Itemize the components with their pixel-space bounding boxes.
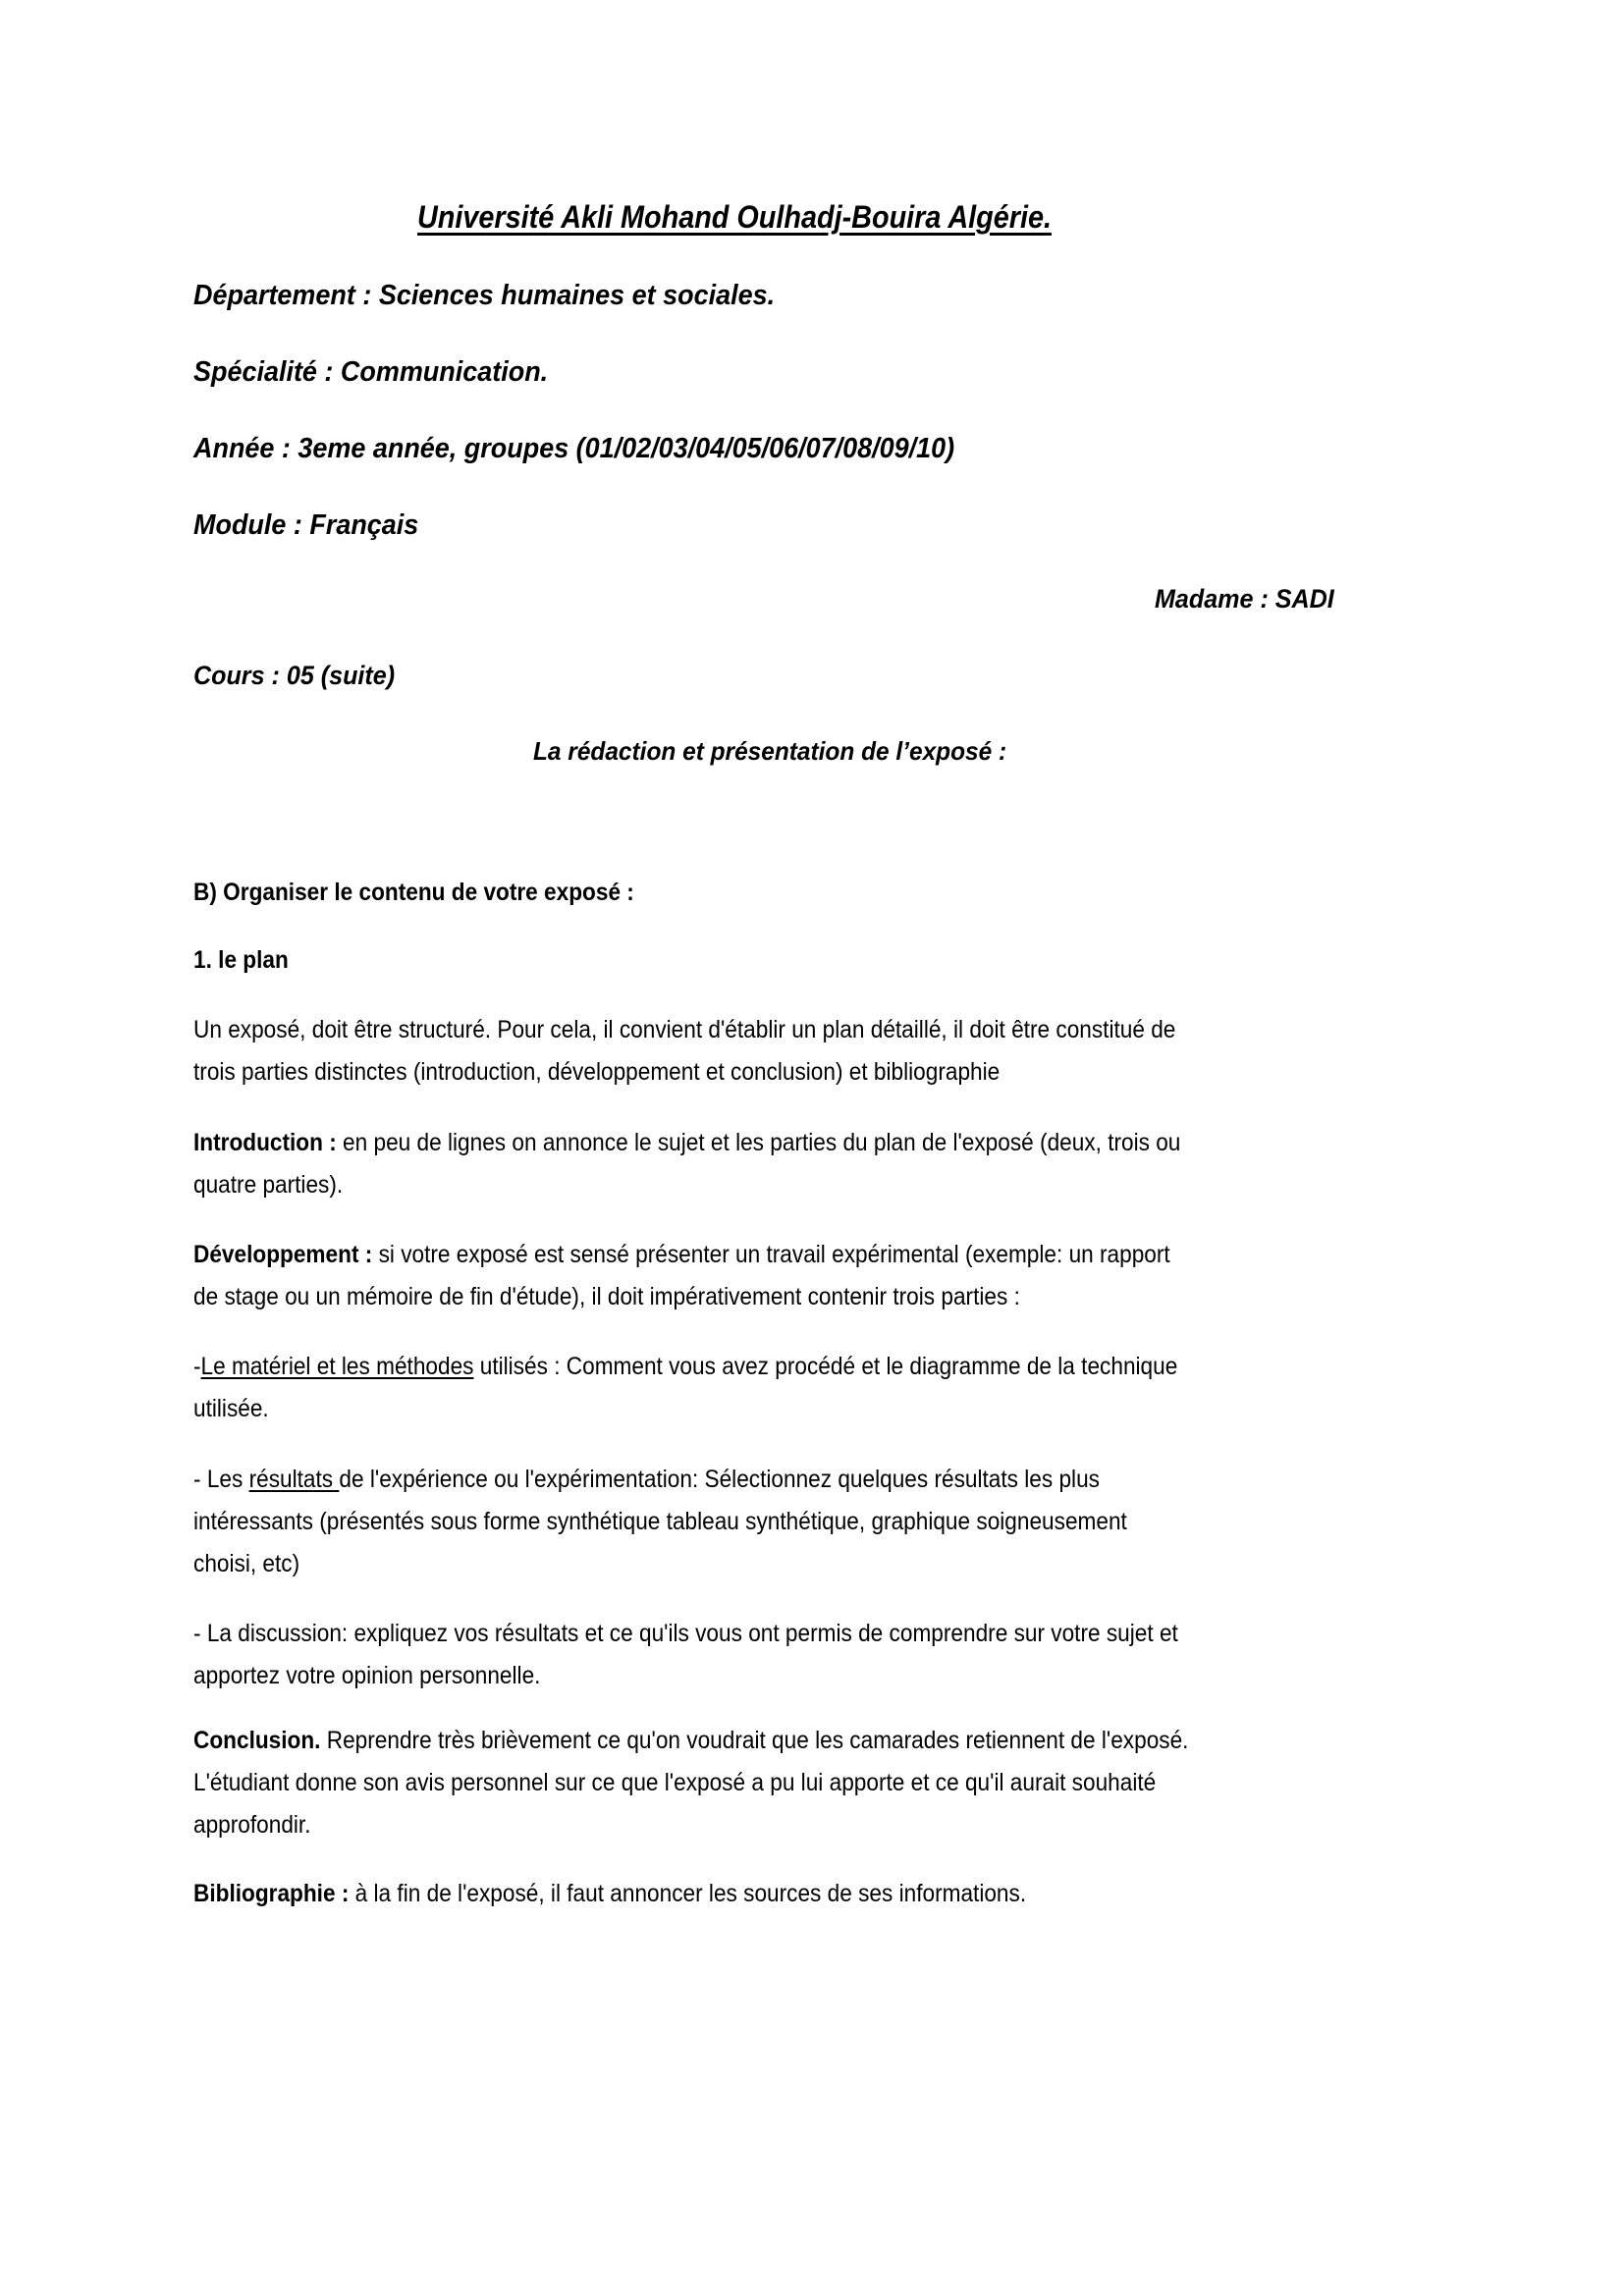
annee-line: Année : 3eme année, groupes (01/02/03/04/05/06/07/08/09/10) bbox=[193, 433, 955, 464]
plan-paragraph-line: Un exposé, doit être structuré. Pour cela, il convient d'établir un plan détaillé, il doit être constitué de bbox=[193, 1016, 1176, 1043]
introduction-paragraph-line: quatre parties). bbox=[193, 1171, 344, 1199]
course-line: Cours : 05 (suite) bbox=[193, 661, 396, 690]
bibliographie-text: à la fin de l'exposé, il faut annoncer les sources de ses informations. bbox=[349, 1880, 1027, 1907]
conclusion-text: Reprendre très brièvement ce qu'on voudrait que les camarades retiennent de l'exposé. bbox=[320, 1727, 1189, 1754]
lesson-subtitle: La rédaction et présentation de l’exposé : bbox=[533, 736, 1007, 766]
discussion-item-line: apportez votre opinion personnelle. bbox=[193, 1662, 541, 1689]
resultats-item-line: choisi, etc) bbox=[193, 1550, 300, 1577]
resultats-prefix: - Les bbox=[193, 1466, 249, 1493]
developpement-text: si votre exposé est sensé présenter un travail expérimental (exemple: un rapport bbox=[372, 1241, 1170, 1268]
conclusion-paragraph bbox=[193, 1729, 1188, 1753]
section-b-heading: B) Organiser le contenu de votre exposé : bbox=[193, 879, 634, 906]
conclusion-paragraph-line: L'étudiant donne son avis personnel sur ce que l'exposé a pu lui apporte et ce qu'il aurait souhaité bbox=[193, 1769, 1157, 1796]
bibliographie-label: Bibliographie : bbox=[193, 1880, 350, 1907]
resultats-item bbox=[193, 1468, 1100, 1492]
university-title: Université Akli Mohand Oulhadj-Bouira Algérie. bbox=[417, 199, 1052, 235]
materiel-item-line: utilisée. bbox=[193, 1395, 269, 1422]
conclusion-label: Conclusion. bbox=[193, 1727, 321, 1754]
materiel-item bbox=[193, 1355, 1177, 1379]
discussion-item: - La discussion: expliquez vos résultats et ce qu'ils vous ont permis de comprendre sur votre sujet et bbox=[193, 1620, 1178, 1647]
plan-paragraph-line: trois parties distinctes (introduction, développement et conclusion) et bibliographie bbox=[193, 1058, 1001, 1086]
resultats-underlined: résultats bbox=[248, 1466, 340, 1493]
conclusion-paragraph-line: approfondir. bbox=[193, 1811, 311, 1839]
resultats-text: de l'expérience ou l'expérimentation: Sélectionnez quelques résultats les plus bbox=[339, 1466, 1100, 1493]
developpement-label: Développement : bbox=[193, 1241, 373, 1268]
developpement-paragraph bbox=[193, 1243, 1170, 1267]
materiel-underlined: Le matériel et les méthodes bbox=[200, 1353, 474, 1380]
departement-line: Département : Sciences humaines et sociales. bbox=[193, 280, 776, 311]
materiel-text: utilisés : Comment vous avez procédé et le diagramme de la technique bbox=[473, 1353, 1178, 1380]
developpement-paragraph-line: de stage ou un mémoire de fin d'étude), il doit impérativement contenir trois parties : bbox=[193, 1283, 1020, 1310]
introduction-text: en peu de lignes on annonce le sujet et les parties du plan de l'exposé (deux, trois ou bbox=[336, 1129, 1181, 1156]
materiel-prefix: - bbox=[193, 1353, 201, 1380]
introduction-paragraph bbox=[193, 1131, 1180, 1155]
teacher-line: Madame : SADI bbox=[1155, 584, 1334, 614]
specialite-line: Spécialité : Communication. bbox=[193, 356, 549, 388]
resultats-item-line: intéressants (présentés sous forme synthétique tableau synthétique, graphique soigneusement bbox=[193, 1508, 1127, 1535]
bibliographie-paragraph bbox=[193, 1882, 1026, 1906]
section-1-heading: 1. le plan bbox=[193, 946, 289, 974]
module-line: Module : Français bbox=[193, 509, 419, 541]
introduction-label: Introduction : bbox=[193, 1129, 337, 1156]
